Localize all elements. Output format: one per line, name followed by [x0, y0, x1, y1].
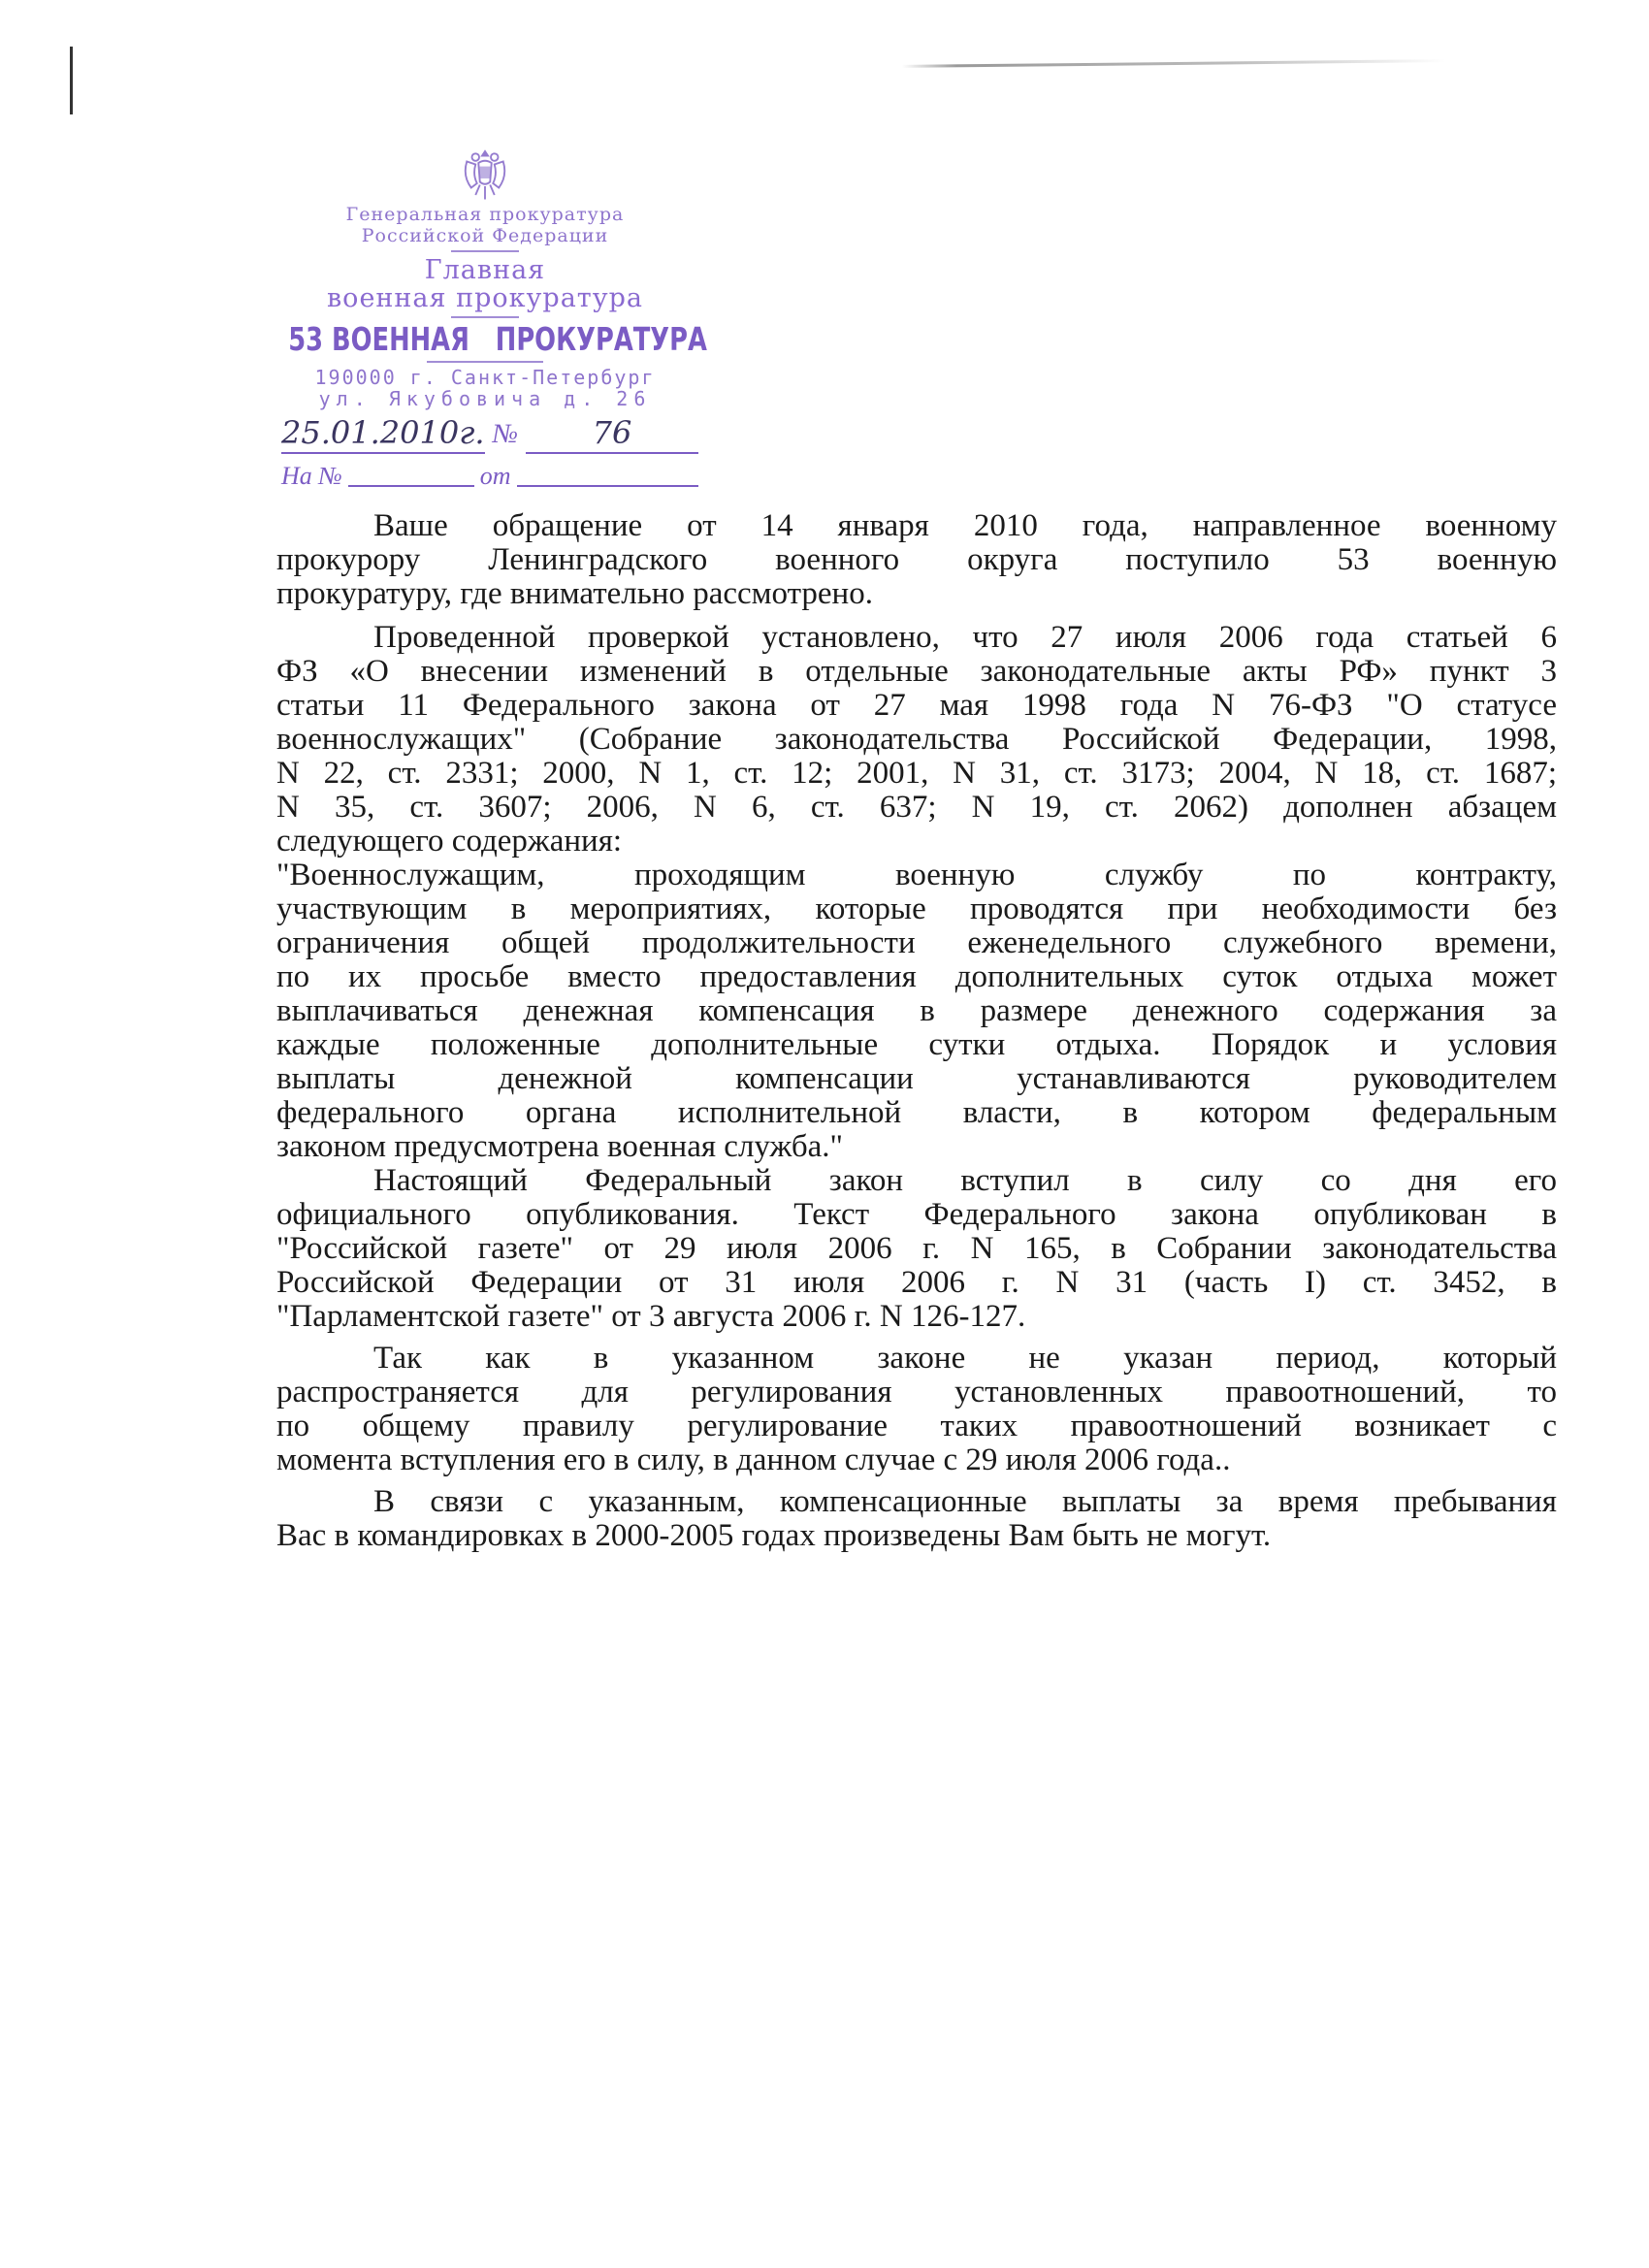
scan-artifact-line [902, 59, 1445, 68]
stamp-line: Генеральная прокуратура [345, 204, 625, 225]
text-line: прокуратуру, где внимательно рассмотрено. [276, 576, 873, 611]
paragraph [276, 509, 1557, 611]
text-line: "Парламентской газете" от 3 августа 2006 г. N 126-127. [276, 1299, 1026, 1334]
text-line: выплаты денежной компенсации устанавливаются руководителем [276, 1061, 1557, 1096]
text-line: Проведенной проверкой установлено, что 27 июля 2006 года статьей 6 [373, 620, 1557, 655]
stamp-divider [451, 316, 519, 318]
ref-from-label: от [479, 462, 511, 490]
text-line: официального опубликования. Текст Федерального закона опубликован в [276, 1197, 1557, 1232]
paragraph [276, 1164, 1557, 1334]
stamp-line: Главная [424, 255, 546, 285]
text-line: федерального органа исполнительной власти, в котором федеральным [276, 1095, 1557, 1130]
text-line: момента вступления его в силу, в данном случае с 29 июля 2006 года.. [276, 1442, 1231, 1477]
paragraph [276, 1485, 1557, 1553]
text-line: Так как в указанном законе не указан период, который [373, 1341, 1557, 1376]
scan-artifact-line [70, 47, 73, 114]
text-line: участвующим в мероприятиях, которые проводятся при необходимости без [276, 891, 1557, 926]
paragraph [276, 1342, 1557, 1477]
stamp-divider [451, 250, 519, 252]
ref-label: На № [281, 462, 342, 490]
paragraph [276, 621, 1557, 1164]
stamp-line: Российской Федерации [361, 225, 609, 246]
text-line: следующего содержания: [276, 824, 623, 859]
text-line: N 22, ст. 2331; 2000, N 1, ст. 12; 2001, N 31, ст. 3173; 2004, N 18, ст. 1687; [276, 756, 1557, 791]
number-label: № [492, 419, 518, 449]
text-line: законом предусмотрена военная служба." [276, 1129, 843, 1164]
reference-row [272, 454, 698, 493]
text-line: ФЗ «О внесении изменений в отдельные законодательные акты РФ» пункт 3 [276, 654, 1557, 689]
text-line: N 35, ст. 3607; 2006, N 6, ст. 637; N 19, ст. 2062) дополнен абзацем [276, 790, 1557, 825]
stamp-address: 190000 г. Санкт-Петербург [314, 366, 656, 389]
text-line: распространяется для регулирования установленных правоотношений, то [276, 1375, 1557, 1409]
stamp-line: военная прокуратура [326, 283, 644, 313]
text-line: ограничения общей продолжительности еженедельного служебного времени, [276, 925, 1557, 960]
stamp-line: 53 ВОЕННАЯ ПРОКУРАТУРА [288, 320, 707, 358]
text-line: Вас в командировках в 2000-2005 годах произведены Вам быть не могут. [276, 1518, 1272, 1553]
text-line: прокурору Ленинградского военного округа поступило 53 военную [276, 542, 1557, 577]
text-line: выплачиваться денежная компенсация в размере денежного содержания за [276, 993, 1557, 1028]
text-line: по их просьбе вместо предоставления дополнительных суток отдыха может [276, 959, 1557, 994]
letter-body [276, 509, 1557, 1553]
handwritten-number: 76 [526, 413, 698, 454]
coat-of-arms-icon [458, 146, 512, 204]
text-line: Российской Федерации от 31 июля 2006 г. N 31 (часть I) ст. 3452, в [276, 1265, 1557, 1300]
outgoing-date-number [272, 411, 698, 454]
text-line: каждые положенные дополнительные сутки отдыха. Порядок и условия [276, 1027, 1557, 1062]
text-line: "Российской газете" от 29 июля 2006 г. N 165, в Собрании законодательства [276, 1231, 1557, 1266]
underline [517, 485, 698, 487]
text-line: статьи 11 Федерального закона от 27 мая 1998 года N 76-ФЗ "О статусе [276, 688, 1557, 723]
text-line: "Военнослужащим, проходящим военную службу по контракту, [276, 858, 1557, 892]
text-line: Настоящий Федеральный закон вступил в силу со дня его [373, 1163, 1557, 1198]
handwritten-date: 25.01.2010г. [281, 413, 485, 454]
letterhead-stamp [272, 146, 707, 493]
stamp-address: ул. Якубовича д. 26 [318, 387, 652, 410]
stamp-divider [427, 361, 543, 363]
text-line: В связи с указанным, компенсационные выплаты за время пребывания [373, 1484, 1557, 1519]
text-line: военнослужащих" (Собрание законодательства Российской Федерации, 1998, [276, 722, 1557, 757]
text-line: Ваше обращение от 14 января 2010 года, направленное военному [373, 508, 1557, 543]
text-line: по общему правилу регулирование таких правоотношений возникает с [276, 1409, 1557, 1443]
underline [348, 485, 474, 487]
